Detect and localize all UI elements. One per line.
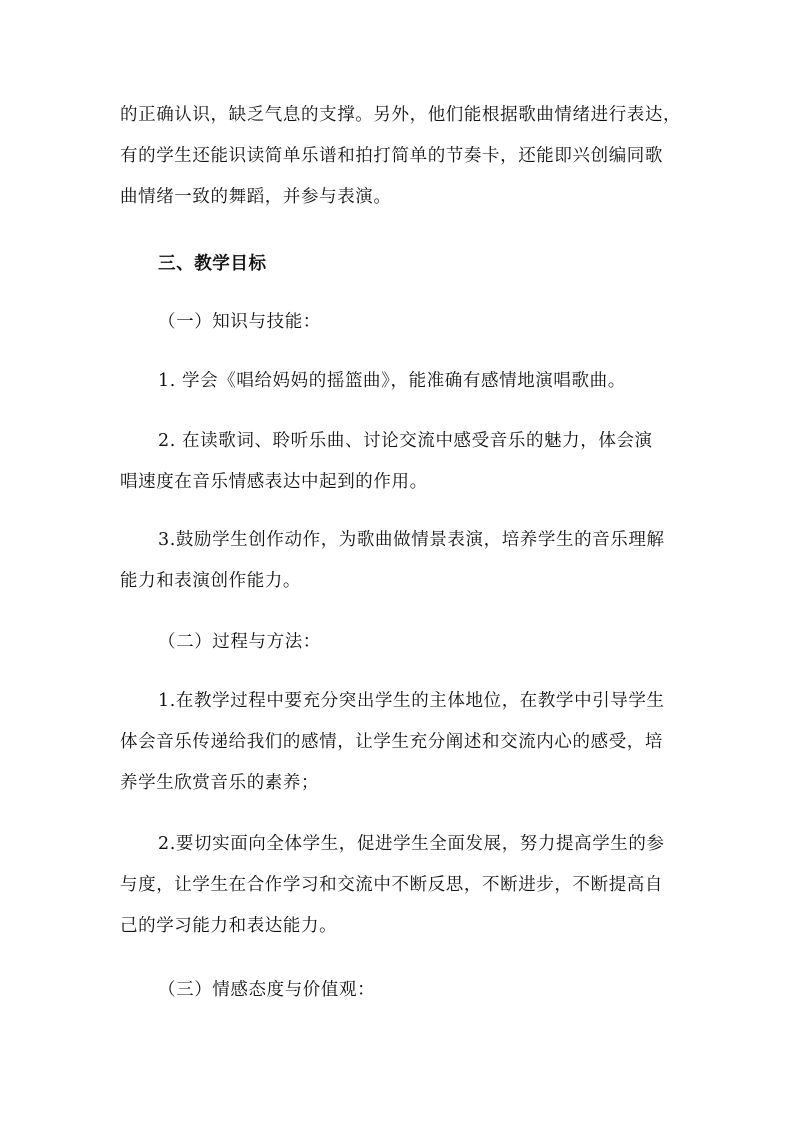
subsection-1-item-2-line-1: 2. 在读歌词、聆听乐曲、讨论交流中感受音乐的魅力，体会演: [158, 431, 653, 451]
subsection-1-item-1: 1. 学会《唱给妈妈的摇篮曲》，能准确有感情地演唱歌曲。: [158, 371, 626, 391]
paragraph-1-line-1: 的正确认识，缺乏气息的支撑。另外，他们能根据歌曲情绪进行表达，: [120, 105, 682, 125]
section-heading: 三、教学目标: [158, 254, 267, 274]
subsection-2-item-1-line-2: 体会音乐传递给我们的感情，让学生充分阐述和交流内心的感受，培: [120, 732, 663, 752]
subsection-2-item-2-line-2: 与度，让学生在合作学习和交流中不断反思，不断进步，不断提高自: [120, 875, 663, 895]
paragraph-1-line-2: 有的学生还能识读简单乐谱和拍打简单的节奏卡，还能即兴创编同歌: [120, 146, 663, 166]
subsection-1-item-3-line-2: 能力和表演创作能力。: [120, 571, 301, 591]
subsection-2-item-1-line-1: 1.在教学过程中要充分突出学生的主体地位，在教学中引导学生: [158, 691, 665, 711]
subsection-3-title: （三）情感态度与价值观：: [158, 980, 376, 1000]
subsection-2-title: （二）过程与方法：: [158, 632, 321, 652]
paragraph-1-line-3: 曲情绪一致的舞蹈，并参与表演。: [120, 187, 392, 207]
subsection-1-item-2-line-2: 唱速度在音乐情感表达中起到的作用。: [120, 472, 428, 492]
subsection-1-item-3-line-1: 3.鼓励学生创作动作，为歌曲做情景表演，培养学生的音乐理解: [158, 530, 665, 550]
subsection-2-item-2-line-3: 己的学习能力和表达能力。: [120, 916, 338, 936]
subsection-1-title: （一）知识与技能：: [158, 312, 321, 332]
subsection-2-item-2-line-1: 2.要切实面向全体学生，促进学生全面发展，努力提高学生的参: [158, 834, 665, 854]
subsection-2-item-1-line-3: 养学生欣赏音乐的素养；: [120, 773, 320, 793]
